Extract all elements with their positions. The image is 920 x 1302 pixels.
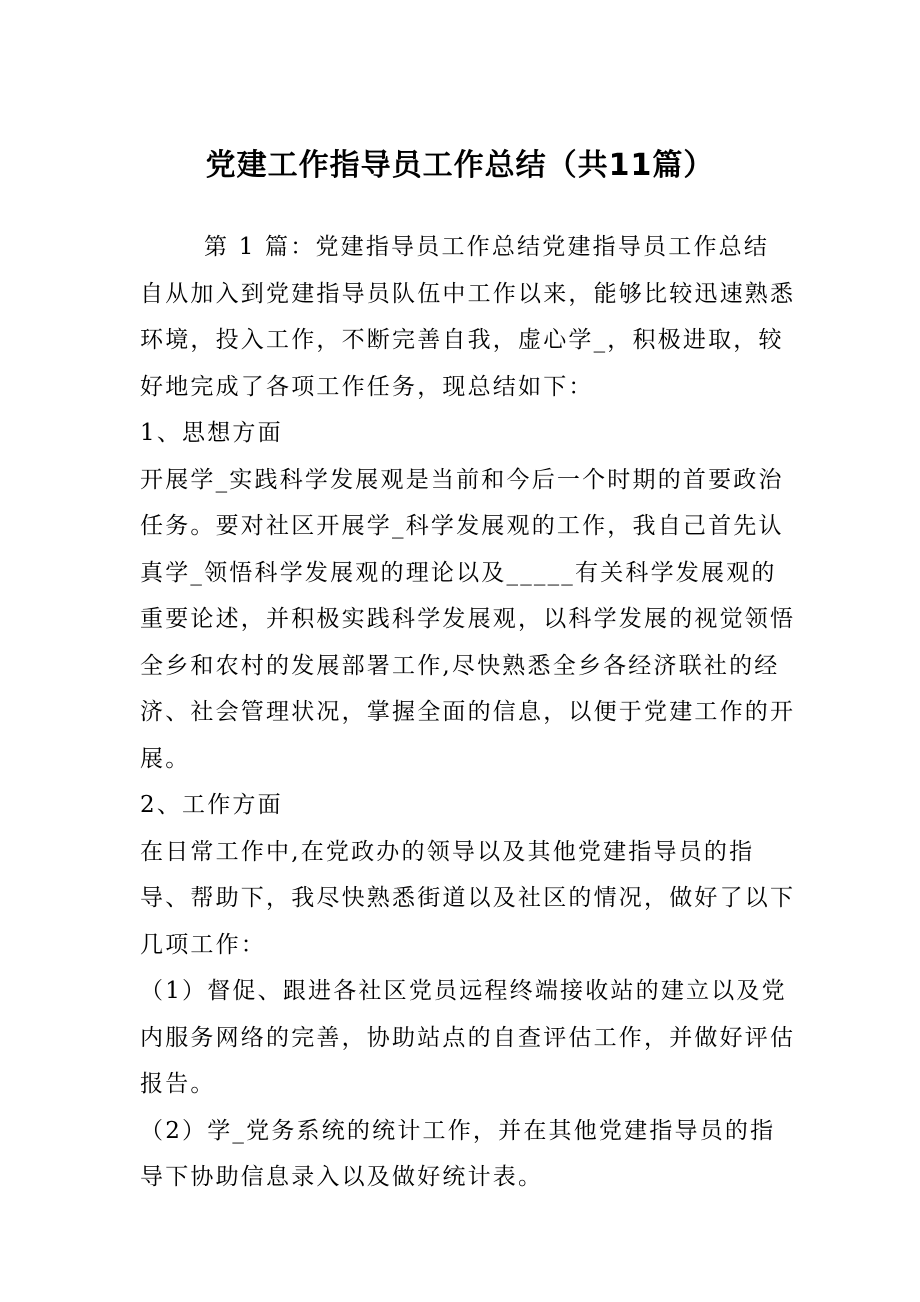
work-item-1: （1）督促、跟进各社区党员远程终端接收站的建立以及党内服务网络的完善，协助站点的自查评估工作，并做好评估报告。: [140, 978, 796, 1097]
section-heading-work: 2、工作方面: [140, 792, 283, 818]
work-item-2: （2）学_党务系统的统计工作，并在其他党建指导员的指导下协助信息录入以及做好统计表。: [140, 1117, 776, 1190]
document-body: [140, 224, 800, 1201]
section-heading-thought: 1、思想方面: [140, 420, 283, 446]
thought-paragraph: 开展学_实践科学发展观是当前和今后一个时期的首要政治任务。要对社区开展学_科学发展观的工作，我自己首先认真学_领悟科学发展观的理论以及_____有关科学发展观的重要论述，并积极实践科学发展观，以科学发展的视觉领悟全乡和农村的发展部署工作,尽快熟悉全乡各经济联社的经济、社会管理状况，掌握全面的信息，以便于党建工作的开展。: [140, 466, 796, 772]
work-paragraph: 在日常工作中,在党政办的领导以及其他党建指导员的指导、帮助下，我尽快熟悉街道以及社区的情况，做好了以下几项工作：: [140, 838, 796, 958]
intro-paragraph: 自从加入到党建指导员队伍中工作以来，能够比较迅速熟悉环境，投入工作，不断完善自我，虚心学_，积极进取，较好地完成了各项工作任务，现总结如下：: [140, 280, 796, 400]
article-heading: 第 1 篇：党建指导员工作总结党建指导员工作总结: [204, 234, 770, 260]
document-title: 党建工作指导员工作总结（共11篇）: [205, 148, 715, 183]
